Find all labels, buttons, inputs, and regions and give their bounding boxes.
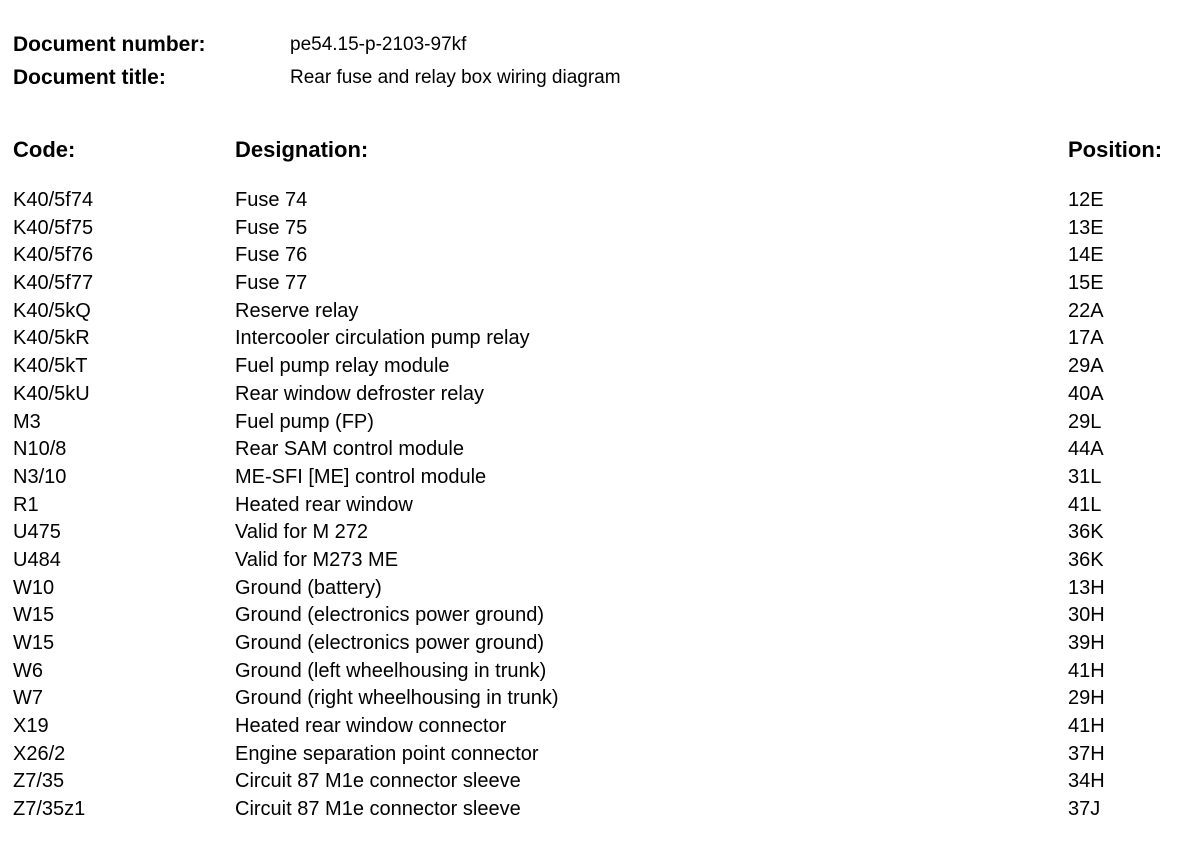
code-cell: K40/5kQ	[13, 299, 91, 322]
table-row	[0, 242, 1204, 270]
document-title-value: Rear fuse and relay box wiring diagram	[290, 67, 621, 88]
position-cell: 13E	[1068, 216, 1104, 239]
table-row	[0, 436, 1204, 464]
designation-cell: Ground (right wheelhousing in trunk)	[235, 687, 559, 710]
document-number-value: pe54.15-p-2103-97kf	[290, 34, 467, 55]
document-number-label: Document number:	[13, 33, 206, 56]
table-row	[0, 796, 1204, 824]
designation-cell: Intercooler circulation pump relay	[235, 327, 530, 350]
column-header-code: Code:	[13, 137, 76, 162]
code-cell: W15	[13, 632, 55, 654]
designation-cell: Circuit 87 M1e connector sleeve	[235, 770, 521, 793]
code-cell: U475	[13, 521, 61, 544]
table-row	[0, 741, 1204, 769]
position-cell: 30H	[1068, 604, 1105, 627]
code-cell: W15	[13, 604, 55, 627]
table-row	[0, 547, 1204, 575]
code-cell: K40/5f77	[13, 272, 94, 295]
designation-cell: Rear SAM control module	[235, 438, 464, 461]
table-row	[0, 298, 1204, 326]
table-row	[0, 409, 1204, 437]
table-row	[0, 464, 1204, 492]
component-table	[0, 187, 1204, 824]
code-cell: K40/5kR	[13, 327, 90, 350]
code-cell: X26/2	[13, 742, 66, 765]
position-cell: 37H	[1068, 742, 1105, 765]
position-cell: 44A	[1068, 438, 1104, 461]
designation-cell: Heated rear window	[235, 493, 413, 516]
table-row	[0, 630, 1204, 658]
table-row	[0, 602, 1204, 630]
document-title-row	[13, 65, 621, 91]
position-cell: 36K	[1068, 521, 1104, 544]
designation-cell: Engine separation point connector	[235, 742, 539, 765]
position-cell: 36K	[1068, 548, 1104, 571]
code-cell: K40/5f76	[13, 244, 94, 267]
designation-cell: Ground (left wheelhousing in trunk)	[235, 659, 547, 682]
table-row	[0, 658, 1204, 686]
designation-cell: Ground (battery)	[235, 576, 382, 599]
position-cell: 29A	[1068, 355, 1104, 378]
designation-cell: Heated rear window connector	[235, 715, 507, 738]
document-number-row	[13, 32, 466, 58]
code-cell: Z7/35z1	[13, 798, 86, 821]
designation-cell: Fuse 74	[235, 189, 308, 211]
designation-cell: Ground (electronics power ground)	[235, 632, 545, 654]
code-cell: W6	[13, 659, 43, 682]
designation-cell: Rear window defroster relay	[235, 382, 484, 405]
designation-cell: Valid for M273 ME	[235, 548, 399, 571]
table-row	[0, 768, 1204, 796]
code-cell: K40/5kU	[13, 382, 90, 405]
code-cell: K40/5f74	[13, 189, 94, 211]
designation-cell: Ground (electronics power ground)	[235, 604, 545, 627]
designation-cell: Fuel pump (FP)	[235, 410, 374, 433]
position-cell: 31L	[1068, 465, 1102, 488]
position-cell: 41H	[1068, 715, 1105, 738]
position-cell: 34H	[1068, 770, 1105, 793]
code-cell: U484	[13, 548, 61, 571]
position-cell: 17A	[1068, 327, 1104, 350]
position-cell: 40A	[1068, 382, 1104, 405]
table-row	[0, 713, 1204, 741]
table-row	[0, 325, 1204, 353]
table-row	[0, 270, 1204, 298]
designation-cell: Fuse 76	[235, 244, 308, 267]
designation-cell: Circuit 87 M1e connector sleeve	[235, 798, 521, 821]
position-cell: 29L	[1068, 410, 1102, 433]
column-header-position: Position:	[1068, 137, 1163, 162]
code-cell: N3/10	[13, 465, 67, 488]
position-cell: 15E	[1068, 272, 1104, 295]
designation-cell: Fuse 77	[235, 272, 308, 295]
code-cell: R1	[13, 493, 39, 516]
position-cell: 14E	[1068, 244, 1104, 267]
table-row	[0, 492, 1204, 520]
column-header-designation: Designation:	[235, 137, 369, 162]
document-title-label: Document title:	[13, 66, 166, 89]
code-cell: M3	[13, 410, 41, 433]
position-cell: 22A	[1068, 299, 1104, 322]
designation-cell: Valid for M 272	[235, 521, 369, 544]
designation-cell: Reserve relay	[235, 299, 359, 322]
position-cell: 41L	[1068, 493, 1102, 516]
code-cell: Z7/35	[13, 770, 65, 793]
table-row	[0, 215, 1204, 243]
code-cell: W7	[13, 687, 43, 710]
table-row	[0, 353, 1204, 381]
code-cell: X19	[13, 715, 49, 738]
code-cell: K40/5kT	[13, 355, 88, 378]
table-row	[0, 187, 1204, 215]
table-row	[0, 381, 1204, 409]
position-cell: 29H	[1068, 687, 1105, 710]
code-cell: W10	[13, 576, 55, 599]
position-cell: 37J	[1068, 798, 1101, 821]
designation-cell: Fuel pump relay module	[235, 355, 450, 378]
position-cell: 39H	[1068, 632, 1105, 654]
designation-cell: Fuse 75	[235, 216, 308, 239]
position-cell: 41H	[1068, 659, 1105, 682]
table-row	[0, 519, 1204, 547]
code-cell: K40/5f75	[13, 216, 94, 239]
position-cell: 13H	[1068, 576, 1105, 599]
table-row	[0, 575, 1204, 603]
table-row	[0, 685, 1204, 713]
position-cell: 12E	[1068, 189, 1104, 211]
code-cell: N10/8	[13, 438, 67, 461]
designation-cell: ME-SFI [ME] control module	[235, 465, 487, 488]
